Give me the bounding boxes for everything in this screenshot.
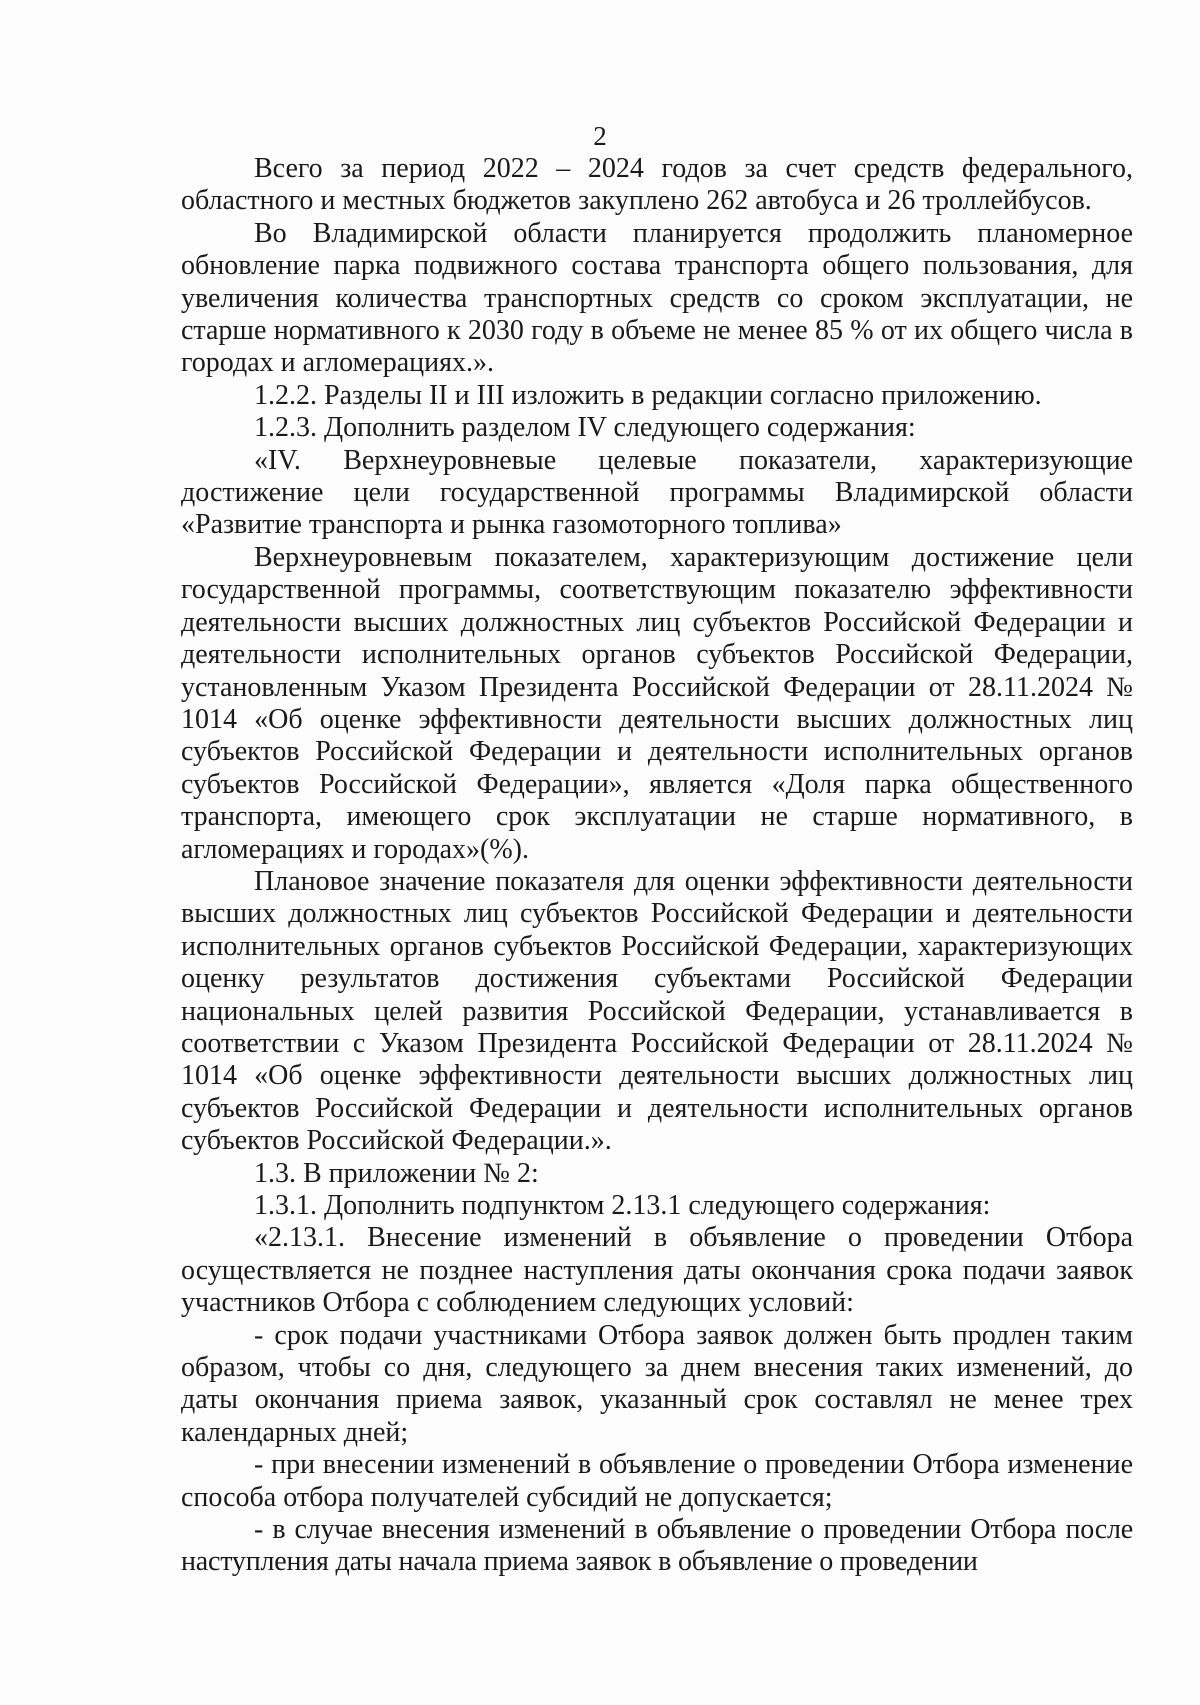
paragraph-subitem-2-13-1: «2.13.1. Внесение изменений в объявление о проведении Отбора осуществляется не позднее наступления даты окончания срока подачи заявок участников Отбора с соблюдением следующих условий: <box>181 1222 1133 1319</box>
paragraph-condition-method: - при внесении изменений в объявление о проведении Отбора изменение способа отбора получателей субсидий не допускается; <box>181 1449 1133 1513</box>
document-body <box>181 153 1133 1579</box>
paragraph-purchase-summary: Всего за период 2022 – 2024 годов за счет средств федерального, областного и местных бюджетов закуплено 262 автобуса и 26 троллейбусов. <box>181 153 1133 217</box>
paragraph-fleet-renewal: Во Владимирской области планируется продолжить планомерное обновление парка подвижного состава транспорта общего пользования, для увеличения количества транспортных средств со сроком эксплуатации, не старше нормативного к 2030 году в объеме не менее 85 % от их общего числа в городах и агломерациях.». <box>181 217 1133 379</box>
page-number: 2 <box>593 121 607 151</box>
paragraph-item-1-3-1: 1.3.1. Дополнить подпунктом 2.13.1 следующего содержания: <box>254 1190 991 1221</box>
paragraph-top-level-indicator: Верхнеуровневым показателем, характеризующим достижение цели государственной программы, соответствующим показателю эффективности деятельности высших должностных лиц субъектов Российской Федерации и деятельности исполнительных органов субъектов Российской Федерации, установленным Указом Президента Российской Федерации от 28.11.2024 № 1014 «Об оценке эффективности деятельности высших должностных лиц субъектов Российской Федерации и деятельности исполнительных органов субъектов Российской Федерации», является «Доля парка общественного транспорта, имеющего срок эксплуатации не старше нормативного, в агломерациях и городах»(%). <box>181 541 1133 865</box>
paragraph-item-1-3: 1.3. В приложении № 2: <box>254 1157 539 1189</box>
paragraph-section-iv-heading: «IV. Верхнеуровневые целевые показатели, характеризующие достижение цели государственной программы Владимирской области «Развитие транспорта и рынка газомоторного топлива» <box>181 444 1133 541</box>
paragraph-item-1-2-3: 1.2.3. Дополнить разделом IV следующего содержания: <box>254 412 916 444</box>
paragraph-planned-value: Плановое значение показателя для оценки эффективности деятельности высших должностных лиц субъектов Российской Федерации и деятельности исполнительных органов субъектов Российской Федерации, характеризующих оценку результатов достижения субъектами Российской Федерации национальных целей развития Российской Федерации, устанавливается в соответствии с Указом Президента Российской Федерации от 28.11.2024 № 1014 «Об оценке эффективности деятельности высших должностных лиц субъектов Российской Федерации и деятельности исполнительных органов субъектов Российской Федерации.». <box>181 865 1133 1157</box>
paragraph-condition-after-start: - в случае внесения изменений в объявление о проведении Отбора после наступления даты начала приема заявок в объявление о проведении <box>181 1514 1133 1578</box>
paragraph-item-1-2-2: 1.2.2. Разделы II и III изложить в редакции согласно приложению. <box>254 379 1042 411</box>
paragraph-condition-deadline: - срок подачи участниками Отбора заявок должен быть продлен таким образом, чтобы со дня, следующего за днем внесения таких изменений, до даты окончания приема заявок, указанный срок составлял не менее трех календарных дней; <box>181 1319 1133 1448</box>
